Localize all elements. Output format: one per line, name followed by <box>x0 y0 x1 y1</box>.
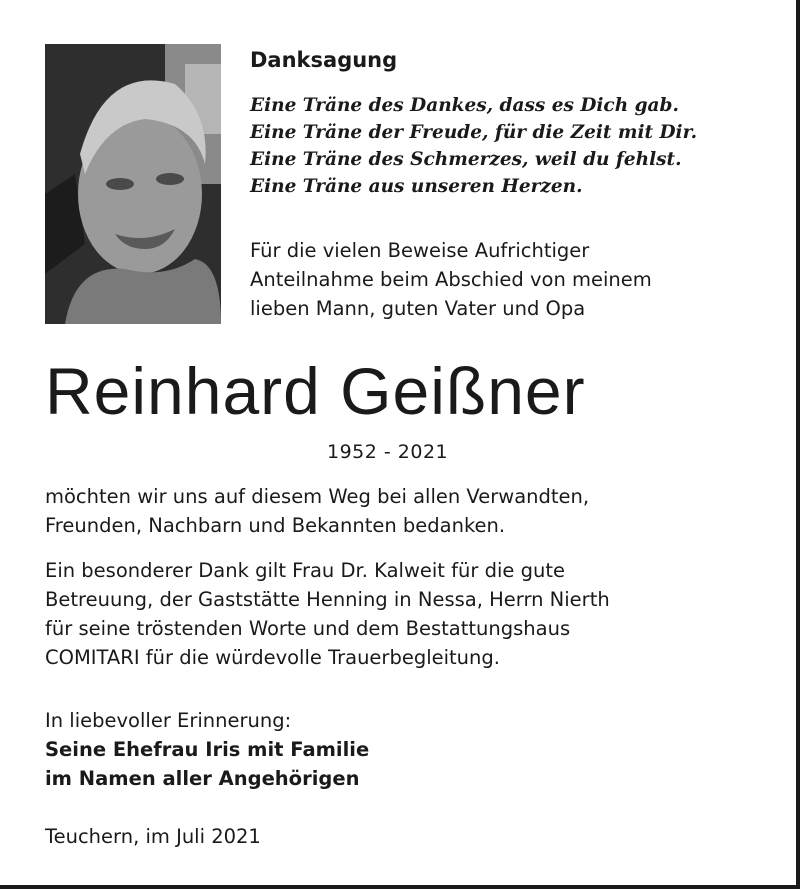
thanks-paragraph <box>45 482 785 540</box>
special-thanks-paragraph <box>45 556 785 672</box>
portrait-photo <box>45 44 221 324</box>
paragraph-line: für seine tröstenden Worte und dem Bestattungshaus <box>45 617 571 640</box>
paragraph-line: COMITARI für die würdevolle Trauerbegleitung. <box>45 646 500 669</box>
life-years: 1952 - 2021 <box>327 441 449 463</box>
verse-line: Eine Träne des Dankes, dass es Dich gab. <box>250 95 679 116</box>
paragraph-line: Ein besonderer Dank gilt Frau Dr. Kalweit für die gute <box>45 559 565 582</box>
signature-block <box>45 706 369 793</box>
verse-line: Eine Träne des Schmerzes, weil du fehlst. <box>250 149 682 170</box>
verse-line: Eine Träne der Freude, für die Zeit mit Dir. <box>250 122 698 143</box>
paragraph-line: möchten wir uns auf diesem Weg bei allen Verwandten, <box>45 485 590 508</box>
signature-line: im Namen aller Angehörigen <box>45 767 360 790</box>
intro-line: Für die vielen Beweise Aufrichtiger <box>250 239 590 262</box>
paragraph-line: Freunden, Nachbarn und Bekannten bedanken. <box>45 514 506 537</box>
intro-line: Anteilnahme beim Abschied von meinem <box>250 268 652 291</box>
place-date: Teuchern, im Juli 2021 <box>45 825 261 848</box>
paragraph-line: Betreuung, der Gaststätte Henning in Nessa, Herrn Nierth <box>45 588 610 611</box>
deceased-name: Reinhard Geißner <box>45 354 586 428</box>
intro-text <box>250 236 780 323</box>
portrait-photo-illustration <box>45 44 221 324</box>
intro-line: lieben Mann, guten Vater und Opa <box>250 297 586 320</box>
signature-line: Seine Ehefrau Iris mit Familie <box>45 738 370 761</box>
signature-intro: In liebevoller Erinnerung: <box>45 709 292 732</box>
poem-verse <box>250 92 770 200</box>
heading: Danksagung <box>250 48 398 72</box>
verse-line: Eine Träne aus unseren Herzen. <box>250 176 583 197</box>
